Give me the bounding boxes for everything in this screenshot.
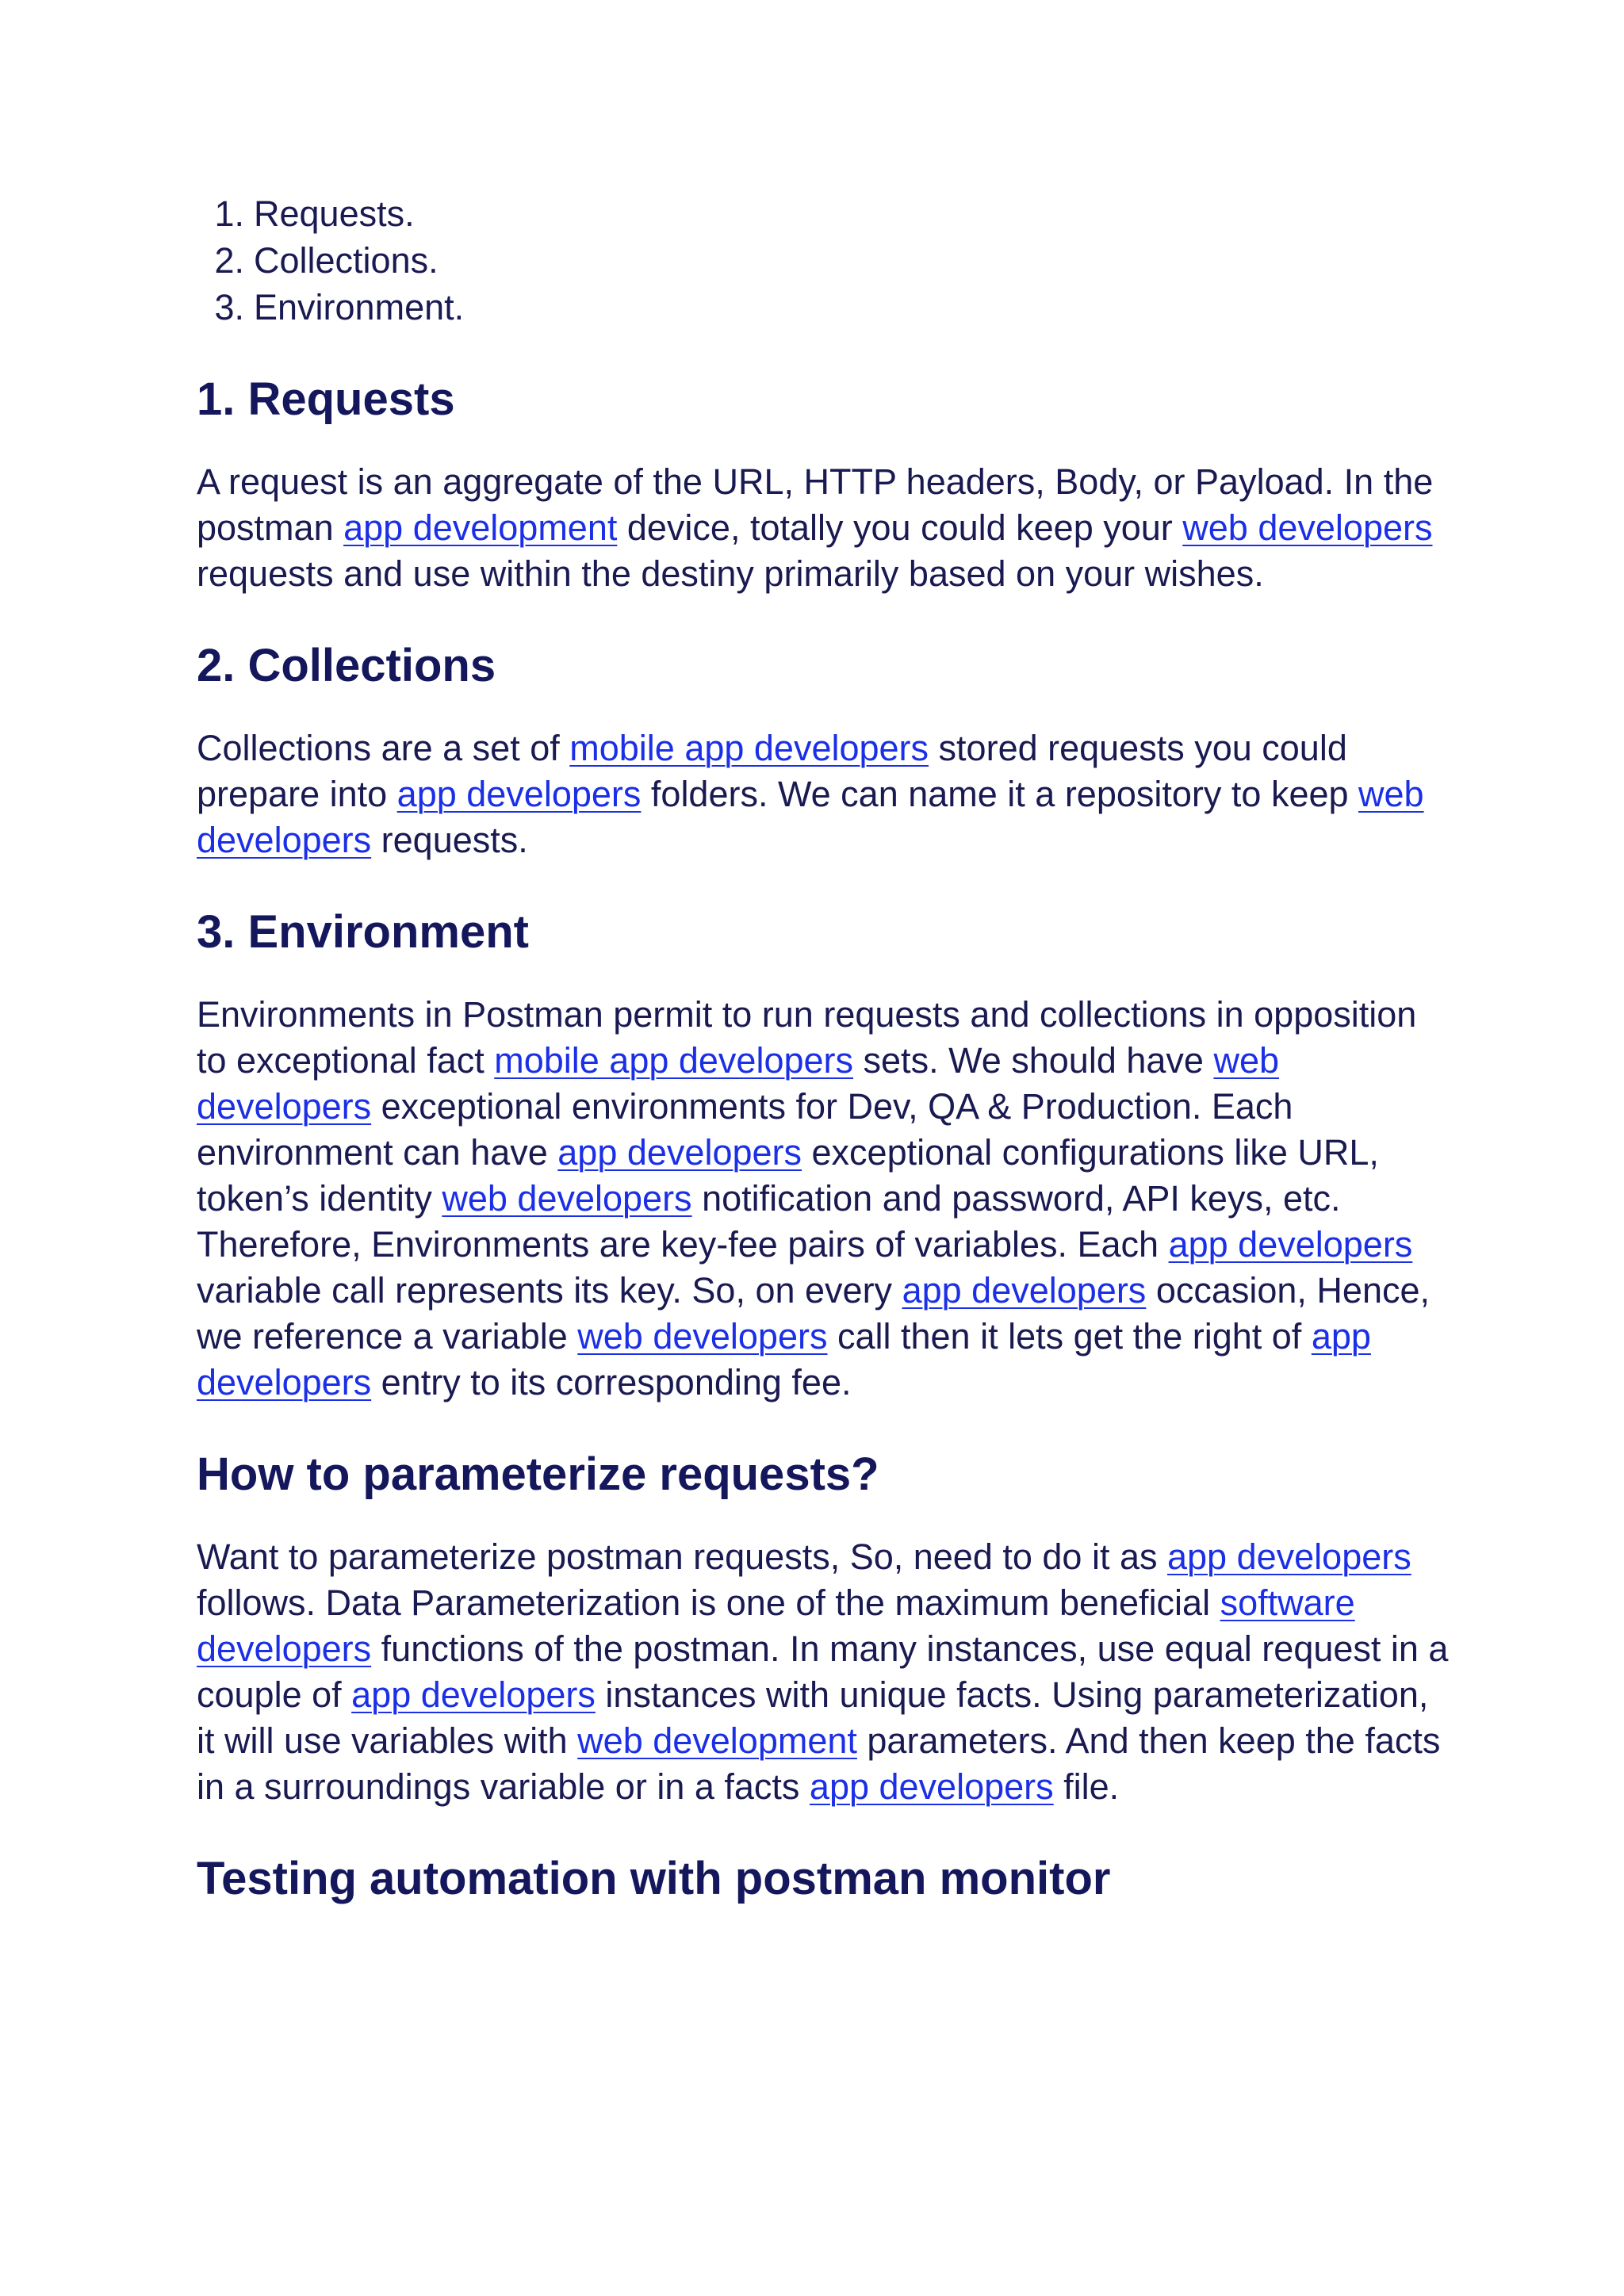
link-app-developers[interactable]: app developers [1167, 1536, 1411, 1577]
link-web-developers[interactable]: web developers [197, 774, 1424, 860]
link-web-development[interactable]: web development [577, 1720, 857, 1761]
paragraph-requests: A request is an aggregate of the URL, HTTP headers, Body, or Payload. In the postman app development device, totally you could keep your web developers requests and use within the destiny primarily based on your wishes. [197, 461, 1434, 594]
heading-requests: 1. Requests [197, 373, 455, 425]
paragraph-environment: Environments in Postman permit to run requests and collections in opposition to exceptional fact mobile app developers sets. We should have web developers exceptional environments for Dev, QA & Production. Each environment can have app developers exceptional configurations like URL, token’s identity web developers notification and password, API keys, etc. Therefore, Environments are key-fee pairs of variables. Each app developers variable call represents its key. So, on every app developers occasion, Hence, we reference a variable web developers call then it lets get the right of app developers entry to its corresponding fee. [197, 994, 1431, 1402]
intro-list [197, 190, 1450, 331]
list-item: 2. Collections. [214, 240, 439, 281]
list-item: 1. Requests. [214, 193, 415, 234]
heading-environment: 3. Environment [197, 906, 529, 958]
link-app-developers[interactable]: app developers [557, 1132, 802, 1173]
link-mobile-app-developers[interactable]: mobile app developers [569, 728, 929, 768]
link-software-developers[interactable]: software developers [197, 1582, 1355, 1669]
document-page [197, 190, 1450, 1907]
link-app-developers[interactable]: app developers [197, 1316, 1371, 1402]
link-mobile-app-developers[interactable]: mobile app developers [494, 1040, 854, 1081]
link-app-developers[interactable]: app developers [809, 1766, 1054, 1807]
heading-testing-automation: Testing automation with postman monitor [197, 1853, 1111, 1904]
link-app-developers[interactable]: app developers [1168, 1224, 1413, 1265]
link-web-developers[interactable]: web developers [577, 1316, 828, 1357]
paragraph-collections: Collections are a set of mobile app developers stored requests you could prepare into app developers folders. We can name it a repository to keep web developers requests. [197, 728, 1424, 860]
link-app-developers[interactable]: app developers [902, 1270, 1147, 1311]
link-app-developers[interactable]: app developers [396, 774, 642, 814]
heading-parameterize: How to parameterize requests? [197, 1448, 879, 1500]
link-web-developers[interactable]: web developers [442, 1178, 692, 1219]
link-web-developers[interactable]: web developers [1182, 507, 1433, 548]
link-app-development[interactable]: app development [343, 507, 618, 548]
link-web-developers[interactable]: web developers [197, 1040, 1280, 1127]
paragraph-parameterize: Want to parameterize postman requests, So, need to do it as app developers follows. Data Parameterization is one of the maximum beneficial software developers functions of the postman. In many instances, use equal request in a couple of app developers instances with unique facts. Using parameterization, it will use variables with web development parameters. And then keep the facts in a surroundings variable or in a facts app developers file. [197, 1536, 1449, 1807]
link-app-developers[interactable]: app developers [351, 1674, 596, 1715]
heading-collections: 2. Collections [197, 640, 496, 691]
list-item: 3. Environment. [214, 287, 465, 327]
